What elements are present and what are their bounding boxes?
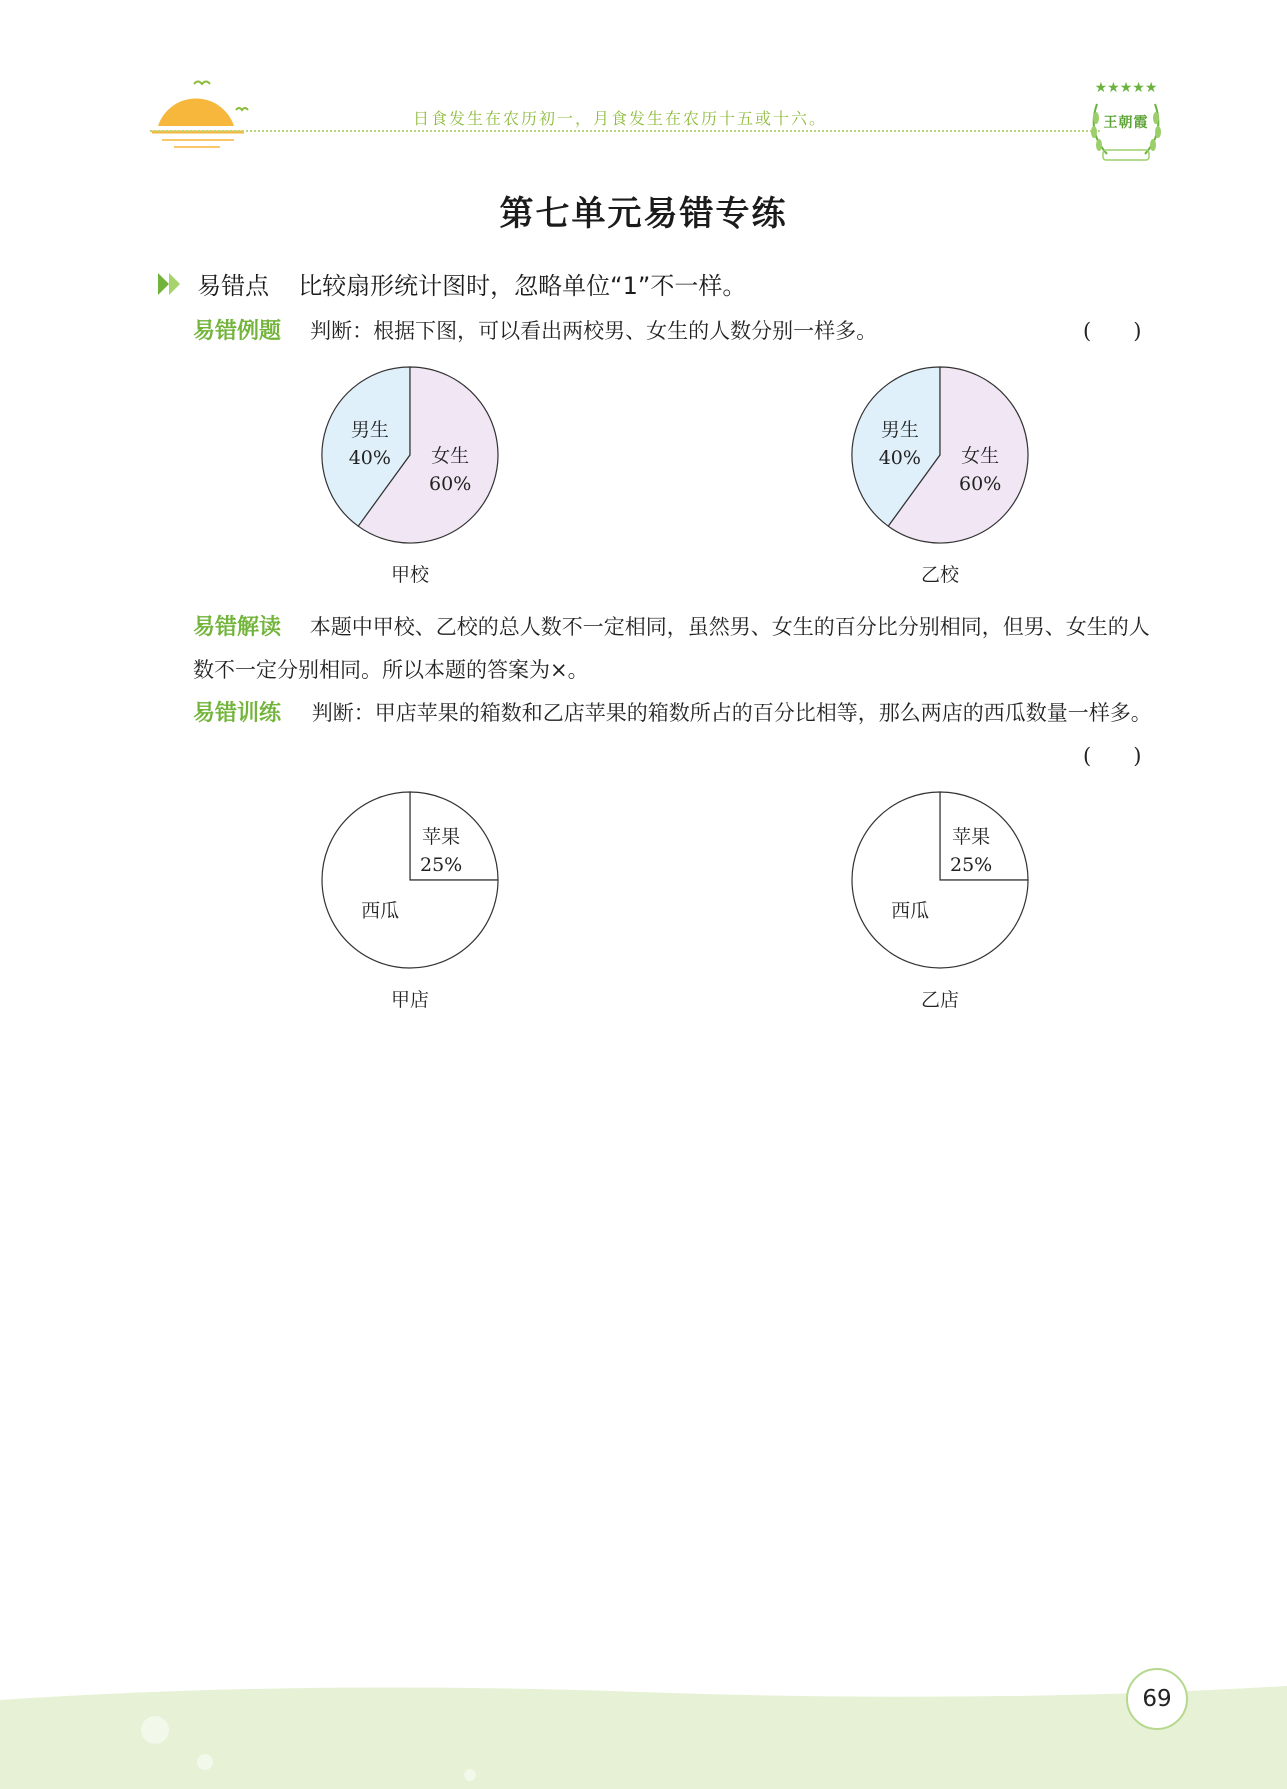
brand-logo	[1085, 76, 1167, 168]
pie-chart-jia-school	[300, 355, 520, 595]
error-point-text: 比较扇形统计图时，忽略单位“1”不一样。	[298, 272, 747, 300]
pie-chart-yi-school	[830, 355, 1050, 595]
pie-slice-value: 40%	[348, 446, 391, 469]
pie-slice-value: 40%	[878, 446, 921, 469]
pie-slice-name: 西瓜	[361, 899, 400, 922]
header-tip: 日食发生在农历初一，月食发生在农历十五或十六。	[412, 109, 827, 128]
svg-text:★★★★★: ★★★★★	[1094, 80, 1158, 96]
pie-caption: 乙店	[920, 989, 960, 1011]
training-answer-blank[interactable]: ( )	[1083, 744, 1142, 768]
training-text: 判断：甲店苹果的箱数和乙店苹果的箱数所占的百分比相等，那么两店的西瓜数量一样多。	[311, 701, 1152, 725]
pie-caption: 甲店	[390, 989, 430, 1011]
error-point	[156, 266, 746, 302]
page-number: 69	[1126, 1668, 1188, 1730]
pie-slice-value: 60%	[429, 473, 472, 496]
pie-chart-yi-store	[830, 780, 1050, 1020]
analysis-text: 本题中甲校、乙校的总人数不一定相同，虽然男、女生的百分比分别相同，但男、女生的人数不一定分别相同。所以本题的答案为×。	[193, 615, 1150, 682]
pie-slice-value: 25%	[949, 853, 993, 876]
pie-slice-value: 25%	[419, 853, 463, 876]
pie-slice-name: 西瓜	[891, 899, 930, 922]
error-point-label: 易错点	[197, 272, 270, 300]
pie-caption: 甲校	[390, 564, 430, 586]
pie-slice-name: 苹果	[422, 825, 461, 848]
header-divider	[150, 130, 1100, 132]
pie-caption: 乙校	[920, 564, 960, 586]
brand-name: 王朝霞	[1103, 115, 1149, 131]
pie-chart-jia-store	[300, 780, 520, 1020]
error-analysis	[193, 606, 1163, 692]
example-answer-blank[interactable]: ( )	[1083, 319, 1142, 343]
example-text: 判断：根据下图，可以看出两校男、女生的人数分别一样多。	[310, 319, 878, 343]
pie-slice-value: 60%	[959, 473, 1002, 496]
pie-slice-name: 女生	[431, 445, 470, 468]
pie-slice-name: 男生	[880, 418, 919, 441]
pie-slice-name: 男生	[350, 418, 389, 441]
pie-slice-name: 苹果	[952, 825, 991, 848]
page-title: 第七单元易错专练	[499, 194, 788, 234]
sunset-icon	[148, 70, 258, 160]
example-label: 易错例题	[193, 319, 282, 344]
analysis-label: 易错解读	[193, 615, 282, 640]
pie-slice-name: 女生	[961, 445, 1000, 468]
error-training	[193, 692, 1163, 735]
footer-decoration	[0, 1680, 1287, 1789]
example-question	[193, 310, 877, 353]
training-label: 易错训练	[193, 701, 282, 726]
double-arrow-icon	[156, 271, 184, 297]
